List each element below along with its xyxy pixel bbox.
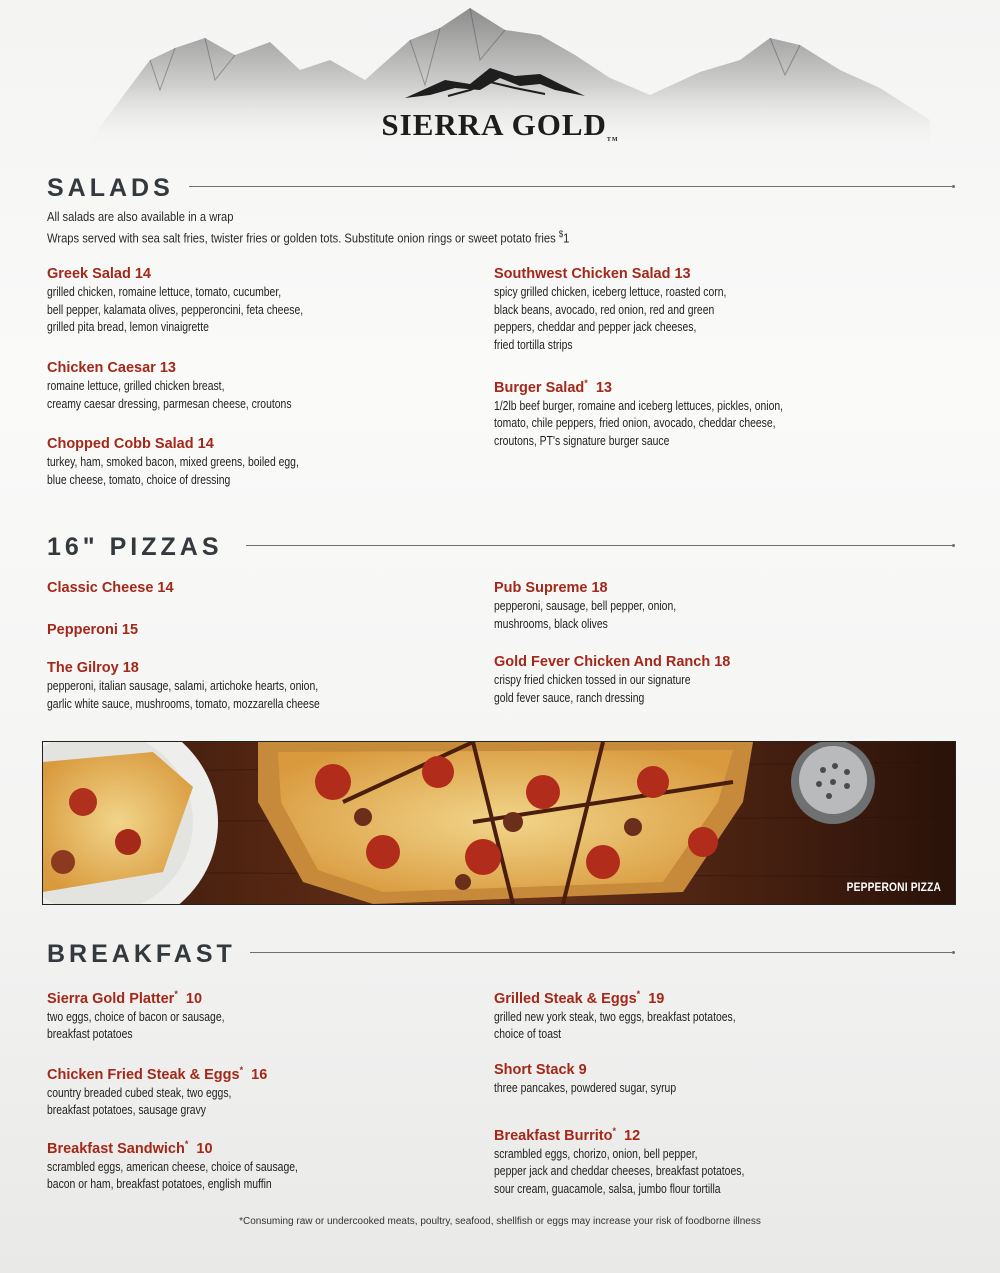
menu-item-classic-cheese	[47, 579, 467, 597]
salads-section-title: SALADS	[47, 174, 174, 202]
menu-item-chicken-fried-steak-eggs	[47, 1061, 467, 1119]
item-name: Greek Salad 14	[47, 266, 151, 282]
photo-caption: PEPPERONI PIZZA	[846, 880, 941, 894]
brand-logo-text: SIERRA GOLDTM	[381, 107, 619, 143]
header	[0, 0, 1000, 160]
menu-item-gold-fever-chicken-ranch	[494, 653, 914, 706]
item-description: grilled new york steak, two eggs, breakfast potatoes, choice of toast	[494, 1008, 736, 1042]
item-description: crispy fried chicken tossed in our signature gold fever sauce, ranch dressing	[494, 672, 691, 705]
item-name: Breakfast Burrito* 12	[494, 1126, 641, 1144]
salads-note-wrap: All salads are also available in a wrap	[47, 209, 234, 224]
breakfast-divider	[250, 952, 953, 953]
item-description: grilled chicken, romaine lettuce, tomato, cucumber, bell pepper, kalamata olives, pepperoncini, feta cheese, grilled pita bread, lemon vinaigrette	[47, 284, 304, 334]
item-name: Breakfast Sandwich* 10	[47, 1139, 213, 1157]
item-description: spicy grilled chicken, iceberg lettuce, roasted corn, black beans, avocado, red onion, red and green peppers, cheddar and pepper jack cheeses, fried tortilla strips	[494, 284, 727, 352]
menu-item-sierra-gold-platter	[47, 985, 467, 1043]
item-name: Sierra Gold Platter* 10	[47, 989, 203, 1007]
item-name: Chopped Cobb Salad 14	[47, 436, 214, 452]
item-name: Grilled Steak & Eggs* 19	[494, 989, 665, 1007]
menu-item-short-stack	[494, 1061, 914, 1097]
menu-item-burger-salad	[494, 374, 914, 449]
menu-item-chopped-cobb-salad	[47, 435, 467, 488]
item-description: scrambled eggs, american cheese, choice of sausage, bacon or ham, breakfast potatoes, english muffin	[47, 1158, 298, 1192]
item-description: romaine lettuce, grilled chicken breast, creamy caesar dressing, parmesan cheese, croutons	[47, 378, 292, 411]
health-disclaimer: *Consuming raw or undercooked meats, poultry, seafood, shellfish or eggs may increase your risk of foodborne illness	[239, 1216, 761, 1227]
item-description: 1/2lb beef burger, romaine and iceberg lettuces, pickles, onion, tomato, chile peppers, fried onion, avocado, cheddar cheese, croutons, PT's signature burger sauce	[494, 397, 784, 448]
item-description: two eggs, choice of bacon or sausage, breakfast potatoes	[47, 1008, 225, 1042]
menu-item-southwest-chicken-salad	[494, 265, 914, 353]
menu-item-the-gilroy	[47, 659, 467, 712]
item-name: The Gilroy 18	[47, 660, 139, 676]
item-description: country breaded cubed steak, two eggs, breakfast potatoes, sausage gravy	[47, 1084, 232, 1118]
item-name: Southwest Chicken Salad 13	[494, 266, 691, 282]
item-description: pepperoni, italian sausage, salami, artichoke hearts, onion, garlic white sauce, mushrooms, tomato, mozzarella cheese	[47, 678, 320, 711]
item-name: Chicken Caesar 13	[47, 360, 176, 376]
menu-item-chicken-caesar	[47, 359, 467, 412]
item-name: Pepperoni 15	[47, 622, 139, 638]
breakfast-section-title: BREAKFAST	[47, 940, 236, 968]
item-name: Classic Cheese 14	[47, 580, 174, 596]
item-name: Pub Supreme 18	[494, 580, 608, 596]
pizzas-section-title: 16" PIZZAS	[47, 533, 223, 561]
pepperoni-pizza-photo	[42, 741, 956, 905]
item-description: three pancakes, powdered sugar, syrup	[494, 1080, 677, 1095]
menu-item-greek-salad	[47, 265, 467, 336]
item-name: Burger Salad* 13	[494, 378, 612, 396]
item-name: Chicken Fried Steak & Eggs* 16	[47, 1065, 268, 1083]
menu-item-pub-supreme	[494, 579, 914, 632]
item-description: pepperoni, sausage, bell pepper, onion, mushrooms, black olives	[494, 598, 677, 631]
pizza-illustration	[43, 742, 955, 904]
menu-item-pepperoni	[47, 621, 467, 639]
menu-item-grilled-steak-eggs	[494, 985, 914, 1043]
salads-note-sides: Wraps served with sea salt fries, twister fries or golden tots. Substitute onion rings or sweet potato fries $1	[47, 229, 570, 246]
pizzas-divider	[246, 545, 953, 546]
salads-divider	[189, 186, 953, 187]
item-description: scrambled eggs, chorizo, onion, bell pepper, pepper jack and cheddar cheeses, breakfast potatoes, sour cream, guacamole, salsa, jumbo flour tortilla	[494, 1145, 745, 1196]
item-name: Short Stack 9	[494, 1062, 587, 1078]
menu-item-breakfast-sandwich	[47, 1135, 467, 1193]
menu-item-breakfast-burrito	[494, 1122, 914, 1197]
item-name: Gold Fever Chicken And Ranch 18	[494, 654, 731, 670]
item-description: turkey, ham, smoked bacon, mixed greens, boiled egg, blue cheese, tomato, choice of dressing	[47, 454, 299, 487]
